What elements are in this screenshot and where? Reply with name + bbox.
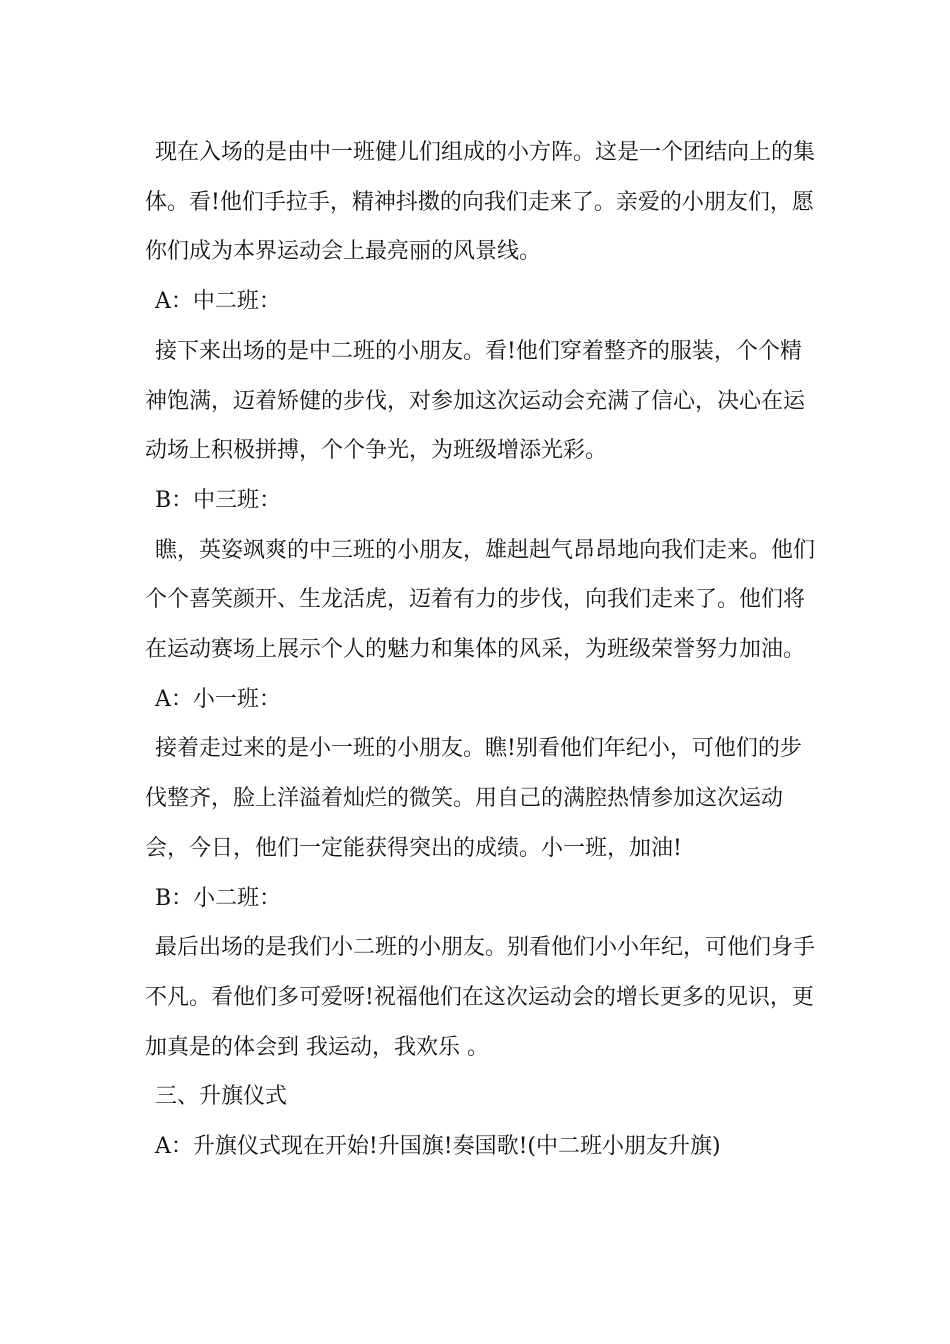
heading-zhong-san: B：中三班： <box>155 487 282 513</box>
heading-xiao-yi: A：小一班： <box>155 686 281 712</box>
paragraph-xiao-yi: 接着走过来的是小一班的小朋友。瞧!别看他们年纪小，可他们的步伐整齐，脸上洋溢着灿烂的微笑。用自己的满腔热情参加这次运动会，今日，他们一定能获得突出的成绩。小一班，加油! <box>145 736 802 861</box>
paragraph-zhong-san: 瞧，英姿飒爽的中三班的小朋友，雄赳赳气昂昂地向我们走来。他们个个喜笑颜开、生龙活虎，迈着有力的步伐，向我们走来了。他们将在运动赛场上展示个人的魅力和集体的风采，为班级荣誉努力加油。 <box>145 537 816 663</box>
document-body <box>145 128 815 1172</box>
heading-zhong-er: A：中二班： <box>155 289 281 315</box>
paragraph-intro-zhong-yi: 现在入场的是由中一班健儿们组成的小方阵。这是一个团结向上的集体。看!他们手拉手，精神抖擞的向我们走来了。亲爱的小朋友们，愿你们成为本界运动会上最亮丽的风景线。 <box>145 140 816 265</box>
section-heading-flag-ceremony: 三、升旗仪式 <box>155 1084 288 1110</box>
paragraph-flag-ceremony: A：升旗仪式现在开始!升国旗!奏国歌!(中二班小朋友升旗) <box>155 1134 721 1160</box>
heading-xiao-er: B：小二班： <box>155 885 282 911</box>
paragraph-xiao-er: 最后出场的是我们小二班的小朋友。别看他们小小年纪，可他们身手不凡。看他们多可爱呀!祝福他们在这次运动会的增长更多的见识，更加真是的体会到 我运动，我欢乐 。 <box>145 935 816 1060</box>
paragraph-zhong-er: 接下来出场的是中二班的小朋友。看!他们穿着整齐的服装，个个精神饱满，迈着矫健的步伐，对参加这次运动会充满了信心，决心在运动场上积极拼搏，个个争光，为班级增添光彩。 <box>145 338 806 464</box>
